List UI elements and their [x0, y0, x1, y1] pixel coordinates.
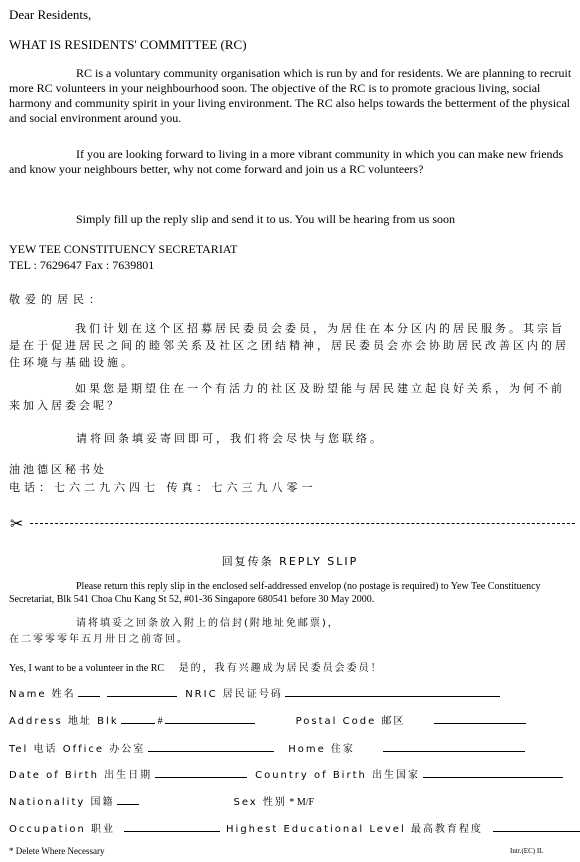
- sex-options[interactable]: * M/F: [289, 797, 315, 808]
- sex-label: Sex 性别: [233, 797, 287, 808]
- nric-field[interactable]: [285, 685, 500, 697]
- chinese-paragraph-2: 如果您是期望住在一个有活力的社区及盼望能与居民建立起良好关系，为何不前来加入居委会呢？: [9, 382, 565, 412]
- name-field-2[interactable]: [107, 685, 177, 697]
- home-tel-field[interactable]: [383, 740, 525, 752]
- letter-salutation: Dear Residents,: [9, 7, 92, 22]
- letter-paragraph-2: If you are looking forward to living in a more vibrant community in which you can make new friends and know your neighbours better, why not come forward and join us a RC volunteers?: [9, 147, 564, 176]
- occupation-field[interactable]: [124, 820, 220, 832]
- cob-field[interactable]: [423, 766, 563, 778]
- address-label: Address 地址 Blk: [9, 716, 119, 727]
- letter-sender: YEW TEE CONSTITUENCY SECRETARIAT: [9, 242, 238, 256]
- slip-instruction-en: Please return this reply slip in the enclosed self-addressed envelop (no postage is required) to Yew Tee Constituency Secretariat, Blk 541 Choa Chu Kang St 52, #01-36 Singapore 680541 before 30 May 2000.: [9, 581, 541, 605]
- chinese-paragraph-3: 请将回条填妥寄回即可，我们将会尽快与您联络。: [76, 432, 384, 445]
- letter-paragraph-3: Simply fill up the reply slip and send it to us. You will be hearing from us soon: [76, 212, 455, 226]
- letter-contact: TEL : 7629647 Fax : 7639801: [9, 258, 155, 272]
- chinese-sender: 油池德区秘书处: [9, 463, 107, 476]
- tel-label: Tel 电话 Office 办公室: [9, 744, 146, 755]
- volunteer-option[interactable]: [9, 659, 383, 674]
- postal-code-field[interactable]: [434, 712, 526, 724]
- address-row: [9, 712, 526, 727]
- nationality-label: Nationality 国籍: [9, 797, 115, 808]
- postal-code-label: Postal Code 邮区: [295, 716, 406, 727]
- occupation-row: [9, 820, 580, 835]
- unit-hash-label: #: [157, 716, 163, 727]
- volunteer-option-en: Yes, I want to be a volunteer in the RC: [9, 663, 165, 674]
- education-label: Highest Educational Level 最高教育程度: [226, 824, 483, 835]
- chinese-contact: 电话：七六二九六四七 传真：七六三九八零一: [9, 481, 317, 494]
- chinese-salutation: 敬爱的居民：: [9, 293, 105, 306]
- nric-label: NRIC 居民证号码: [185, 689, 283, 700]
- dob-label: Date of Birth 出生日期: [9, 770, 153, 781]
- reply-slip-title: 回复传条 REPLY SLIP: [221, 555, 359, 568]
- education-field[interactable]: [493, 820, 580, 832]
- dob-field[interactable]: [155, 766, 247, 778]
- name-row: [9, 685, 500, 700]
- dob-row: [9, 766, 563, 781]
- office-tel-field[interactable]: [148, 740, 274, 752]
- name-field-1[interactable]: [78, 685, 100, 697]
- name-label: Name 姓名: [9, 689, 76, 700]
- scissors-icon: ✂: [10, 514, 24, 533]
- nationality-row: [9, 793, 314, 808]
- volunteer-option-cn: 是的，我有兴趣成为居民委员会委员！: [178, 663, 383, 674]
- slip-instruction-cn-2: 在二零零零年五月卅日之前寄回。: [9, 634, 189, 645]
- cob-label: Country of Birth 出生国家: [255, 770, 421, 781]
- form-reference: Intr.(EC) IL: [510, 847, 544, 855]
- occupation-label: Occupation 职业: [9, 824, 116, 835]
- chinese-paragraph-1: 我们计划在这个区招募居民委员会委员，为居住在本分区内的居民服务。其宗旨是在于促进居民之间的睦邻关系及社区之团结精神，居民委员会亦会协助居民改善区内的居住环境与基础设施。: [9, 322, 569, 369]
- home-tel-label: Home 住家: [288, 744, 355, 755]
- letter-paragraph-1: RC is a voluntary community organisation which is run by and for residents. We are planning to recruit more RC volunteers in your neighbourhood soon. The objective of the RC is to promote gracious living, social harmony and community spirit in your living environment. The RC also helps towards the betterment of the physical and social environment around you.: [9, 66, 572, 125]
- nationality-field[interactable]: [117, 793, 139, 805]
- footnote: * Delete Where Necessary: [9, 846, 105, 856]
- slip-instruction-cn-1: 请将填妥之回条放入附上的信封(附地址免邮票)，: [76, 618, 340, 629]
- letter-heading: WHAT IS RESIDENTS' COMMITTEE (RC): [9, 37, 247, 52]
- block-field[interactable]: [121, 712, 155, 724]
- unit-field[interactable]: [165, 712, 255, 724]
- tel-row: [9, 740, 525, 755]
- cut-line: [30, 523, 575, 524]
